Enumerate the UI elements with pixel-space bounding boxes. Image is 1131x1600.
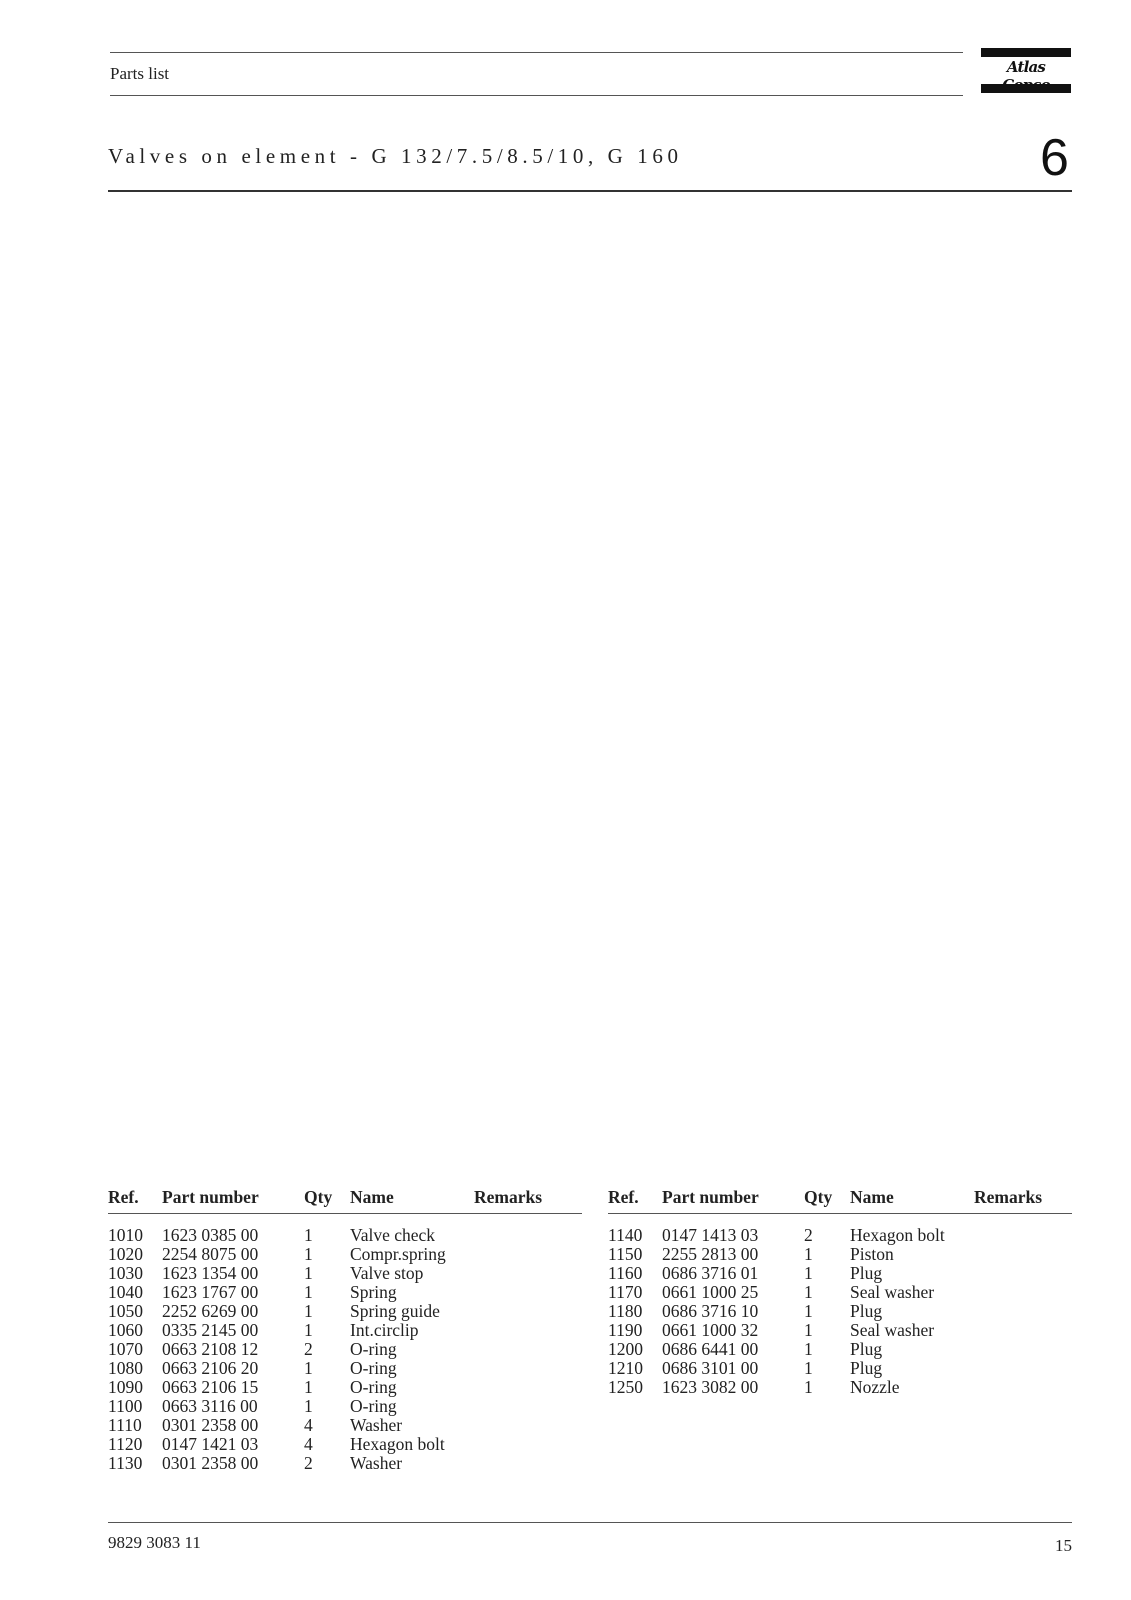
- footer-rule: [108, 1522, 1072, 1523]
- table-row: [108, 1321, 582, 1340]
- table-row: [108, 1435, 582, 1454]
- cell-qty: 1: [304, 1377, 313, 1397]
- table-row: [108, 1226, 582, 1245]
- cell-part-number: 0663 2106 15: [162, 1377, 259, 1397]
- cell-qty: 2: [304, 1339, 313, 1359]
- table-header: [108, 1188, 582, 1212]
- cell-part-number: 1623 0385 00: [162, 1225, 259, 1245]
- cell-name: Piston: [850, 1244, 894, 1264]
- cell-name: O-ring: [350, 1358, 397, 1378]
- cell-part-number: 0661 1000 25: [662, 1282, 759, 1302]
- cell-part-number: 1623 1767 00: [162, 1282, 259, 1302]
- cell-name: Seal washer: [850, 1320, 935, 1340]
- table-row: [108, 1416, 582, 1435]
- cell-ref: 1070: [108, 1339, 143, 1359]
- col-name-header: Name: [350, 1187, 394, 1207]
- cell-ref: 1180: [608, 1301, 643, 1321]
- cell-part-number: 0686 6441 00: [662, 1339, 759, 1359]
- table-row: [608, 1321, 1072, 1340]
- atlas-copco-logo: [981, 48, 1071, 94]
- col-ref-header: Ref.: [108, 1187, 139, 1207]
- cell-qty: 1: [804, 1282, 813, 1302]
- cell-ref: 1140: [608, 1225, 643, 1245]
- cell-part-number: 0147 1413 03: [662, 1225, 759, 1245]
- cell-name: Plug: [850, 1358, 883, 1378]
- cell-name: O-ring: [350, 1377, 397, 1397]
- table-row: [608, 1359, 1072, 1378]
- cell-qty: 1: [304, 1301, 313, 1321]
- section-number: 6: [1040, 129, 1069, 187]
- cell-part-number: 2252 6269 00: [162, 1301, 259, 1321]
- cell-qty: 4: [304, 1434, 313, 1454]
- cell-ref: 1110: [108, 1415, 142, 1435]
- cell-ref: 1130: [108, 1453, 143, 1473]
- cell-qty: 2: [304, 1453, 313, 1473]
- cell-part-number: 0335 2145 00: [162, 1320, 259, 1340]
- table-row: [608, 1264, 1072, 1283]
- cell-part-number: 0686 3716 01: [662, 1263, 759, 1283]
- cell-name: Hexagon bolt: [350, 1434, 445, 1454]
- title-rule: [108, 190, 1072, 192]
- header-top-rule: [110, 52, 963, 53]
- logo-text: Atlas: [1006, 58, 1046, 76]
- cell-qty: 1: [304, 1244, 313, 1264]
- page-title: Valves on element - G 132/7.5/8.5/10, G 160: [108, 144, 683, 168]
- table-row: [608, 1378, 1072, 1397]
- cell-ref: 1020: [108, 1244, 143, 1264]
- cell-name: Compr.spring: [350, 1244, 446, 1264]
- cell-ref: 1090: [108, 1377, 143, 1397]
- col-part-header: Part number: [662, 1187, 759, 1207]
- cell-ref: 1060: [108, 1320, 143, 1340]
- cell-ref: 1200: [608, 1339, 643, 1359]
- cell-name: Washer: [350, 1415, 403, 1435]
- logo-bottom-bar: [981, 84, 1071, 93]
- cell-part-number: 0686 3101 00: [662, 1358, 759, 1378]
- cell-ref: 1190: [608, 1320, 643, 1340]
- table-row: [608, 1283, 1072, 1302]
- table-row: [108, 1378, 582, 1397]
- table-row: [608, 1226, 1072, 1245]
- cell-ref: 1160: [608, 1263, 643, 1283]
- cell-qty: 1: [804, 1320, 813, 1340]
- cell-ref: 1170: [608, 1282, 643, 1302]
- cell-part-number: 0661 1000 32: [662, 1320, 759, 1340]
- cell-name: Washer: [350, 1453, 403, 1473]
- cell-name: Spring guide: [350, 1301, 440, 1321]
- table-row: [608, 1302, 1072, 1321]
- cell-part-number: 0301 2358 00: [162, 1453, 259, 1473]
- cell-name: Spring: [350, 1282, 397, 1302]
- header-label: Parts list: [110, 64, 170, 83]
- cell-qty: 1: [304, 1320, 313, 1340]
- col-remarks-header: Remarks: [974, 1187, 1043, 1207]
- col-name-header: Name: [850, 1187, 894, 1207]
- cell-name: Valve stop: [350, 1263, 424, 1283]
- cell-name: O-ring: [350, 1339, 397, 1359]
- table-row: [108, 1454, 582, 1473]
- cell-qty: 1: [804, 1377, 813, 1397]
- col-part-header: Part number: [162, 1187, 259, 1207]
- table-header: [608, 1188, 1072, 1212]
- cell-qty: 1: [304, 1358, 313, 1378]
- table-row: [108, 1283, 582, 1302]
- col-remarks-header: Remarks: [474, 1187, 543, 1207]
- table-row: [108, 1245, 582, 1264]
- cell-ref: 1100: [108, 1396, 143, 1416]
- cell-name: Hexagon bolt: [850, 1225, 945, 1245]
- cell-name: O-ring: [350, 1396, 397, 1416]
- cell-name: Plug: [850, 1301, 883, 1321]
- cell-ref: 1080: [108, 1358, 143, 1378]
- col-ref-header: Ref.: [608, 1187, 639, 1207]
- cell-part-number: 0663 2108 12: [162, 1339, 259, 1359]
- document-number: 9829 3083 11: [108, 1533, 201, 1552]
- cell-part-number: 2254 8075 00: [162, 1244, 259, 1264]
- cell-qty: 1: [304, 1282, 313, 1302]
- cell-part-number: 0301 2358 00: [162, 1415, 259, 1435]
- table-row: [608, 1340, 1072, 1359]
- cell-part-number: 1623 3082 00: [662, 1377, 759, 1397]
- cell-ref: 1210: [608, 1358, 643, 1378]
- cell-name: Nozzle: [850, 1377, 900, 1397]
- col-qty-header: Qty: [304, 1187, 333, 1207]
- cell-part-number: 2255 2813 00: [662, 1244, 759, 1264]
- cell-name: Plug: [850, 1263, 883, 1283]
- header-bottom-rule: [110, 95, 963, 96]
- table-row: [108, 1302, 582, 1321]
- cell-name: Valve check: [350, 1225, 436, 1245]
- cell-part-number: 0686 3716 10: [662, 1301, 759, 1321]
- cell-qty: 1: [304, 1225, 313, 1245]
- cell-name: Int.circlip: [350, 1320, 419, 1340]
- cell-ref: 1010: [108, 1225, 143, 1245]
- cell-ref: 1030: [108, 1263, 143, 1283]
- table-row: [608, 1245, 1072, 1264]
- cell-part-number: 0663 3116 00: [162, 1396, 258, 1416]
- cell-ref: 1250: [608, 1377, 643, 1397]
- cell-ref: 1120: [108, 1434, 143, 1454]
- cell-part-number: 0663 2106 20: [162, 1358, 259, 1378]
- cell-name: Plug: [850, 1339, 883, 1359]
- cell-qty: 1: [804, 1263, 813, 1283]
- cell-qty: 1: [804, 1358, 813, 1378]
- cell-qty: 4: [304, 1415, 313, 1435]
- cell-ref: 1150: [608, 1244, 643, 1264]
- cell-part-number: 0147 1421 03: [162, 1434, 259, 1454]
- cell-qty: 1: [804, 1244, 813, 1264]
- cell-ref: 1050: [108, 1301, 143, 1321]
- cell-qty: 1: [304, 1396, 313, 1416]
- table-row: [108, 1397, 582, 1416]
- page-number: 15: [1055, 1536, 1072, 1555]
- col-qty-header: Qty: [804, 1187, 833, 1207]
- cell-qty: 1: [304, 1263, 313, 1283]
- table-header-rule: [108, 1213, 582, 1214]
- cell-qty: 1: [804, 1301, 813, 1321]
- cell-part-number: 1623 1354 00: [162, 1263, 259, 1283]
- table-row: [108, 1359, 582, 1378]
- table-row: [108, 1264, 582, 1283]
- cell-qty: 1: [804, 1339, 813, 1359]
- table-row: [108, 1340, 582, 1359]
- table-header-rule: [608, 1213, 1072, 1214]
- logo-top-bar: [981, 48, 1071, 57]
- cell-name: Seal washer: [850, 1282, 935, 1302]
- cell-ref: 1040: [108, 1282, 143, 1302]
- cell-qty: 2: [804, 1225, 813, 1245]
